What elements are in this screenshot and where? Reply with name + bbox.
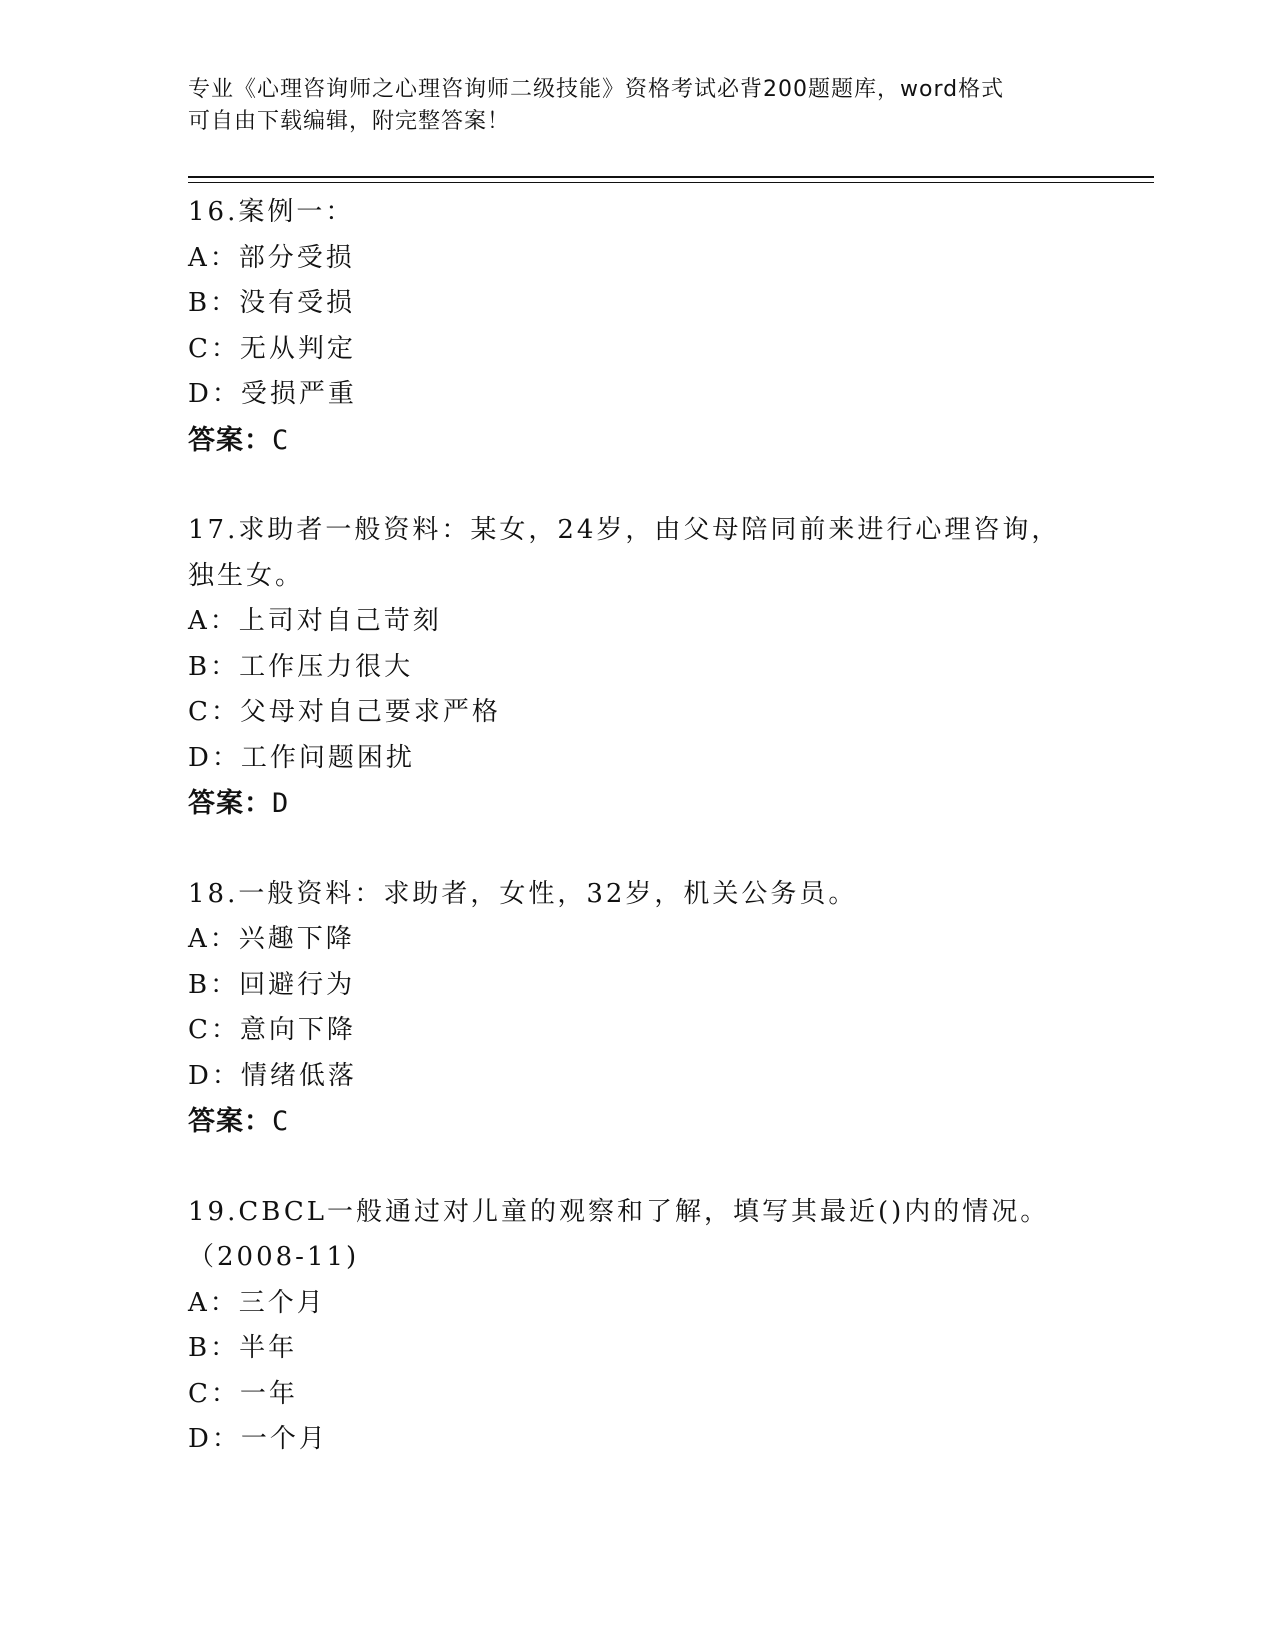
header-divider-thin [188,182,1154,183]
question-text: 19.CBCL一般通过对儿童的观察和了解，填写其最近()内的情况。（2008-11) [188,1196,1050,1272]
question-text: 18.一般资料：求助者，女性，32岁，机关公务员。 [188,878,858,909]
option-b: B：半年 [188,1333,298,1363]
answer-value: C [272,1106,290,1137]
option-b: B：工作压力很大 [188,651,414,682]
header-line-1: 专业《心理咨询师之心理咨询师二级技能》资格考试必背200题题库，word格式 [188,77,1005,102]
document-header [188,74,1068,138]
option-b: B：没有受损 [188,288,356,318]
option-d: D：受损严重 [188,379,357,409]
answer-value: D [272,788,290,819]
option-a: A：兴趣下降 [188,924,355,954]
question-19 [188,1190,1088,1463]
option-c: C：父母对自己要求严格 [188,697,501,727]
answer-line [188,418,1088,464]
option-a: A：三个月 [188,1287,326,1318]
option-c: C：意向下降 [188,1015,356,1045]
header-line-2: 可自由下载编辑，附完整答案！ [188,109,511,134]
answer-label: 答案： [188,424,272,456]
option-c: C：无从判定 [188,333,356,364]
question-list [188,190,1088,1508]
option-d: D：工作问题困扰 [188,742,415,773]
option-d: D：情绪低落 [188,1060,357,1091]
option-a: A：部分受损 [188,242,355,273]
option-a: A：上司对自己苛刻 [188,606,442,636]
option-b: B：回避行为 [188,969,356,1000]
question-16 [188,190,1088,463]
header-divider-thick [188,176,1154,178]
answer-label: 答案： [188,1106,272,1137]
answer-line [188,781,1088,827]
option-d: D：一个月 [188,1424,328,1454]
answer-value: C [272,424,290,456]
option-c: C：一年 [188,1378,298,1409]
question-text: 16.案例一： [188,197,355,227]
answer-line [188,1099,1088,1145]
question-18 [188,872,1088,1145]
answer-label: 答案： [188,788,272,819]
question-17 [188,508,1088,827]
question-text: 17.求助者一般资料：某女，24岁，由父母陪同前来进行心理咨询，独生女。 [188,515,1061,591]
